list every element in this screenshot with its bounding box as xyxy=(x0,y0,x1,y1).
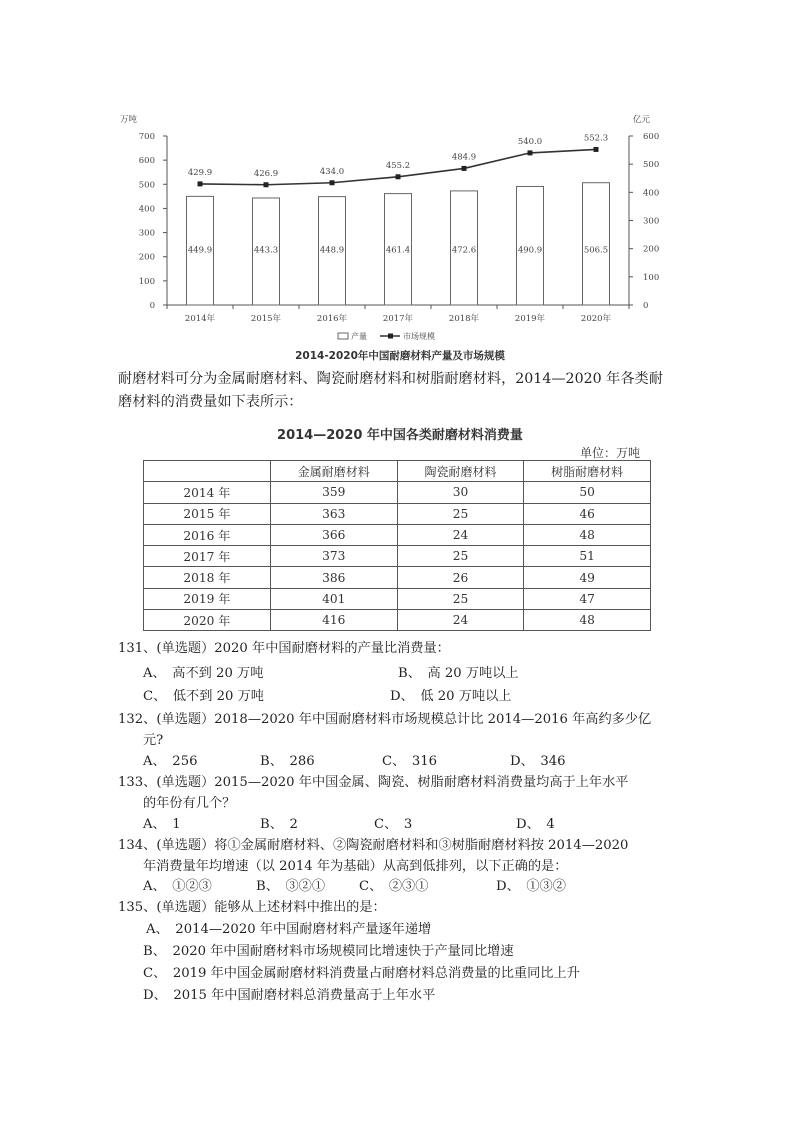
bar-value-label: 443.3 xyxy=(253,245,279,256)
bar-production xyxy=(583,183,610,305)
legend-bar-label: 产量 xyxy=(351,332,367,341)
line-point xyxy=(396,174,401,179)
legend-line-marker xyxy=(388,334,393,339)
question-135-option-c[interactable]: C、 2019 年中国金属耐磨材料消费量占耐磨材料总消费量的比重同比上升 xyxy=(143,966,580,981)
left-tick-label: 100 xyxy=(138,276,155,287)
ceramic-cell: 25 xyxy=(397,588,524,609)
left-tick-label: 300 xyxy=(138,228,155,239)
line-value-label: 484.9 xyxy=(451,152,477,163)
ceramic-cell: 24 xyxy=(397,524,524,545)
resin-cell: 51 xyxy=(524,546,651,567)
question-135-option-a[interactable]: A、 2014—2020 年中国耐磨材料产量逐年递增 xyxy=(146,922,432,937)
bar-value-label: 449.9 xyxy=(187,245,213,256)
right-tick-label: 400 xyxy=(643,188,660,199)
bar-value-label: 472.6 xyxy=(451,245,477,256)
ceramic-cell: 30 xyxy=(397,482,524,503)
question-133-option-b[interactable]: B、 2 xyxy=(260,817,298,832)
left-tick-label: 0 xyxy=(149,301,155,311)
question-132-stem-line-2: 元? xyxy=(143,733,164,748)
question-134-option-a[interactable]: A、 ①②③ xyxy=(143,879,212,894)
right-tick-label: 0 xyxy=(643,301,649,311)
right-tick-label: 500 xyxy=(643,160,660,171)
table-header-row xyxy=(144,461,651,482)
question-131-option-b[interactable]: B、 高 20 万吨以上 xyxy=(398,666,519,681)
table-row xyxy=(144,546,651,567)
left-tick-label: 700 xyxy=(138,132,155,142)
table-row xyxy=(144,503,651,524)
left-tick-label: 400 xyxy=(138,204,155,215)
chart-title: 2014-2020年中国耐磨材料产量及市场规模 xyxy=(295,350,505,362)
line-point xyxy=(264,182,269,187)
question-135-option-d[interactable]: D、 2015 年中国耐磨材料总消费量高于上年水平 xyxy=(143,988,436,1003)
resin-cell: 49 xyxy=(524,567,651,588)
metal-cell: 401 xyxy=(270,588,397,609)
question-133-stem-line-2: 的年份有几个？ xyxy=(143,796,236,811)
line-value-label: 434.0 xyxy=(319,166,345,177)
line-point xyxy=(462,166,467,171)
bar-value-label: 461.4 xyxy=(385,245,411,256)
bar-value-label: 490.9 xyxy=(517,245,543,256)
metal-cell: 386 xyxy=(270,567,397,588)
question-132-option-b[interactable]: B、 286 xyxy=(260,754,315,769)
x-tick-label: 2019年 xyxy=(514,314,546,324)
x-tick-label: 2017年 xyxy=(382,314,414,324)
right-tick-label: 600 xyxy=(643,132,660,142)
intro-line-1: 耐磨材料可分为金属耐磨材料、陶瓷耐磨材料和树脂耐磨材料，2014—2020 年各类耐 xyxy=(118,371,663,387)
question-134-option-b[interactable]: B、 ③②① xyxy=(256,879,326,894)
table-title: 2014—2020 年中国各类耐磨材料消费量 xyxy=(277,428,523,443)
header-cell: 陶瓷耐磨材料 xyxy=(397,461,524,482)
line-value-label: 426.9 xyxy=(253,168,279,179)
question-134-stem-line-1: 134、(单选题）将①金属耐磨材料、②陶瓷耐磨材料和③树脂耐磨材料按 2014—2020 xyxy=(118,838,629,853)
x-tick-label: 2018年 xyxy=(448,314,480,324)
resin-cell: 46 xyxy=(524,503,651,524)
x-tick-label: 2015年 xyxy=(250,314,282,324)
metal-cell: 363 xyxy=(270,503,397,524)
line-point xyxy=(198,181,203,186)
resin-cell: 47 xyxy=(524,588,651,609)
left-tick-label: 500 xyxy=(138,180,155,191)
table-row xyxy=(144,482,651,503)
resin-cell: 50 xyxy=(524,482,651,503)
question-133-option-c[interactable]: C、 3 xyxy=(374,817,413,832)
right-tick-label: 200 xyxy=(643,244,660,255)
question-132-option-a[interactable]: A、 256 xyxy=(143,754,198,769)
metal-cell: 373 xyxy=(270,546,397,567)
production-market-chart xyxy=(110,108,670,341)
question-134-option-d[interactable]: D、 ①③② xyxy=(496,879,566,894)
resin-cell: 48 xyxy=(524,610,651,631)
line-value-label: 429.9 xyxy=(187,167,213,178)
left-tick-label: 600 xyxy=(138,156,155,167)
intro-line-2: 磨材料的消费量如下表所示： xyxy=(118,394,303,410)
bar-value-label: 506.5 xyxy=(583,245,609,256)
line-value-label: 455.2 xyxy=(385,160,411,171)
line-point xyxy=(330,180,335,185)
question-133-option-d[interactable]: D、 4 xyxy=(516,817,555,832)
table-row xyxy=(144,567,651,588)
question-132-option-c[interactable]: C、 316 xyxy=(382,754,438,769)
metal-cell: 416 xyxy=(270,610,397,631)
line-point xyxy=(594,147,599,152)
x-tick-label: 2020年 xyxy=(580,314,612,324)
question-133-stem-line-1: 133、(单选题）2015—2020 年中国金属、陶瓷、树脂耐磨材料消费量均高于上年水平 xyxy=(118,775,629,790)
year-cell: 2014 年 xyxy=(144,482,271,503)
line-value-label: 552.3 xyxy=(583,133,609,144)
legend-line-label: 市场规模 xyxy=(403,332,435,341)
question-134-option-c[interactable]: C、 ②③① xyxy=(359,879,429,894)
bar-value-label: 448.9 xyxy=(319,245,345,256)
year-cell: 2016 年 xyxy=(144,524,271,545)
metal-cell: 359 xyxy=(270,482,397,503)
question-135-stem: 135、(单选题）能够从上述材料中推出的是： xyxy=(118,900,386,915)
question-131-stem: 131、(单选题）2020 年中国耐磨材料的产量比消费量： xyxy=(118,641,450,656)
ceramic-cell: 25 xyxy=(397,546,524,567)
table-row xyxy=(144,610,651,631)
metal-cell: 366 xyxy=(270,524,397,545)
question-135-option-b[interactable]: B、 2020 年中国耐磨材料市场规模同比增速快于产量同比增速 xyxy=(143,944,514,959)
x-tick-label: 2016年 xyxy=(316,314,348,324)
consumption-table xyxy=(143,460,651,631)
table-unit: 单位：万吨 xyxy=(580,446,641,460)
question-131-option-c[interactable]: C、 低不到 20 万吨 xyxy=(143,689,264,704)
year-cell: 2019 年 xyxy=(144,588,271,609)
ceramic-cell: 26 xyxy=(397,567,524,588)
left-axis-unit: 万吨 xyxy=(120,115,138,125)
right-tick-label: 300 xyxy=(643,216,660,227)
table-row xyxy=(144,524,651,545)
question-134-stem-line-2: 年消费量年均增速（以 2014 年为基础）从高到低排列，以下正确的是： xyxy=(143,859,568,874)
year-cell: 2018 年 xyxy=(144,567,271,588)
right-axis-unit: 亿元 xyxy=(633,115,651,125)
year-cell: 2020 年 xyxy=(144,610,271,631)
question-132-stem-line-1: 132、(单选题）2018—2020 年中国耐磨材料市场规模总计比 2014—2016 年高约多少亿 xyxy=(118,712,652,727)
header-cell xyxy=(144,461,271,482)
header-cell: 树脂耐磨材料 xyxy=(524,461,651,482)
question-131-option-d[interactable]: D、 低 20 万吨以上 xyxy=(390,689,512,704)
table-row xyxy=(144,588,651,609)
legend-bar-swatch xyxy=(338,333,348,339)
year-cell: 2015 年 xyxy=(144,503,271,524)
line-value-label: 540.0 xyxy=(517,136,543,147)
question-133-option-a[interactable]: A、 1 xyxy=(143,817,181,832)
left-tick-label: 200 xyxy=(138,252,155,263)
year-cell: 2017 年 xyxy=(144,546,271,567)
question-131-option-a[interactable]: A、 高不到 20 万吨 xyxy=(143,666,264,681)
ceramic-cell: 25 xyxy=(397,503,524,524)
question-132-option-d[interactable]: D、 346 xyxy=(510,754,566,769)
line-point xyxy=(528,150,533,155)
x-tick-label: 2014年 xyxy=(184,314,216,324)
resin-cell: 48 xyxy=(524,524,651,545)
header-cell: 金属耐磨材料 xyxy=(270,461,397,482)
ceramic-cell: 24 xyxy=(397,610,524,631)
right-tick-label: 100 xyxy=(643,272,660,283)
